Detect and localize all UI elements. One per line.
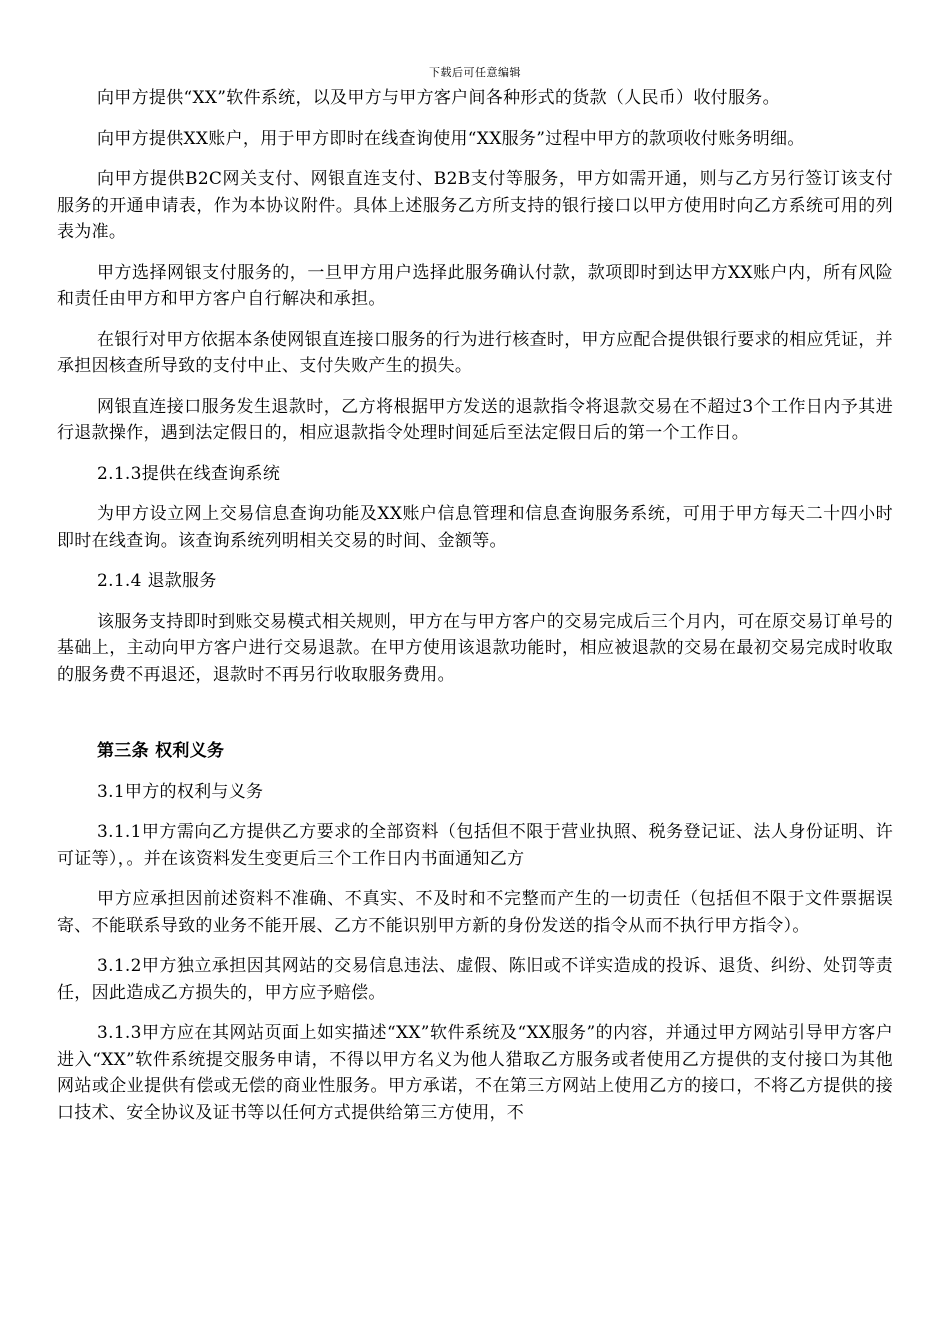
paragraph-online-banking-risk: 甲方选择网银支付服务的，一旦甲方用户选择此服务确认付款，款项即时到达甲方XX账户内，所有风险和责任由甲方和甲方客户自行解决和承担。 <box>57 262 893 309</box>
paragraph-3-1-1: 3.1.1甲方需向乙方提供乙方要求的全部资料（包括但不限于营业执照、税务登记证、法人身份证明、许可证等），。并在该资料发生变更后三个工作日内书面通知乙方 <box>57 822 893 869</box>
paragraph-bank-verification: 在银行对甲方依据本条使网银直连接口服务的行为进行核查时，甲方应配合提供银行要求的相应凭证，并承担因核查所导致的支付中止、支付失败产生的损失。 <box>57 329 893 376</box>
paragraph-online-query: 为甲方设立网上交易信息查询功能及XX账户信息管理和信息查询服务系统，可用于甲方每天二十四小时即时在线查询。该查询系统列明相关交易的时间、金额等。 <box>57 504 893 551</box>
header-note: 下载后可任意编辑 <box>429 66 521 79</box>
section-heading-3-1: 3.1甲方的权利与义务 <box>97 781 264 802</box>
paragraph-3-1-3: 3.1.3甲方应在其网站页面上如实描述“XX”软件系统及“XX服务”的内容，并通过甲方网站引导甲方客户进入“XX”软件系统提交服务申请，不得以甲方名义为他人猎取乙方服务或者使用乙方提供的支付接口为其他网站或企业提供有偿或无偿的商业性服务。甲方承诺，不在第三方网站上使用乙方的接口，不将乙方提供的接口技术、安全协议及证书等以任何方式提供给第三方使用，不 <box>57 1023 893 1123</box>
paragraph-service-payment: 向甲方提供B2C网关支付、网银直连支付、B2B支付等服务，甲方如需开通，则与乙方另行签订该支付服务的开通申请表，作为本协议附件。具体上述服务乙方所支持的银行接口以甲方使用时向乙方系统可用的列表为准。 <box>57 169 893 242</box>
document-body <box>57 85 893 1140</box>
article-heading-3: 第三条 权利义务 <box>97 741 225 761</box>
paragraph-refund-direct: 网银直连接口服务发生退款时，乙方将根据甲方发送的退款指令将退款交易在不超过3个工作日内予其进行退款操作，遇到法定假日的，相应退款指令处理时间延后至法定假日后的第一个工作日。 <box>57 396 893 443</box>
paragraph-3-1-1-liability: 甲方应承担因前述资料不准确、不真实、不及时和不完整而产生的一切责任（包括但不限于文件票据误寄、不能联系导致的业务不能开展、乙方不能识别甲方新的身份发送的指令从而不执行甲方指令）。 <box>57 889 893 936</box>
paragraph-service-software: 向甲方提供“XX”软件系统，以及甲方与甲方客户间各种形式的货款（人民币）收付服务。 <box>97 88 780 108</box>
paragraph-service-account: 向甲方提供XX账户，用于甲方即时在线查询使用“XX服务”过程中甲方的款项收付账务明细。 <box>97 128 805 149</box>
section-heading-2-1-3: 2.1.3提供在线查询系统 <box>97 463 281 484</box>
paragraph-refund-service: 该服务支持即时到账交易模式相关规则，甲方在与甲方客户的交易完成后三个月内，可在原交易订单号的基础上，主动向甲方客户进行交易退款。在甲方使用该退款功能时，相应被退款的交易在最初交易完成时收取的服务费不再退还，退款时不再另行收取服务费用。 <box>57 611 893 685</box>
paragraph-3-1-2: 3.1.2甲方独立承担因其网站的交易信息违法、虚假、陈旧或不详实造成的投诉、退货、纠纷、处罚等责任，因此造成乙方损失的，甲方应予赔偿。 <box>57 956 893 1003</box>
section-heading-2-1-4: 2.1.4 退款服务 <box>97 571 217 591</box>
